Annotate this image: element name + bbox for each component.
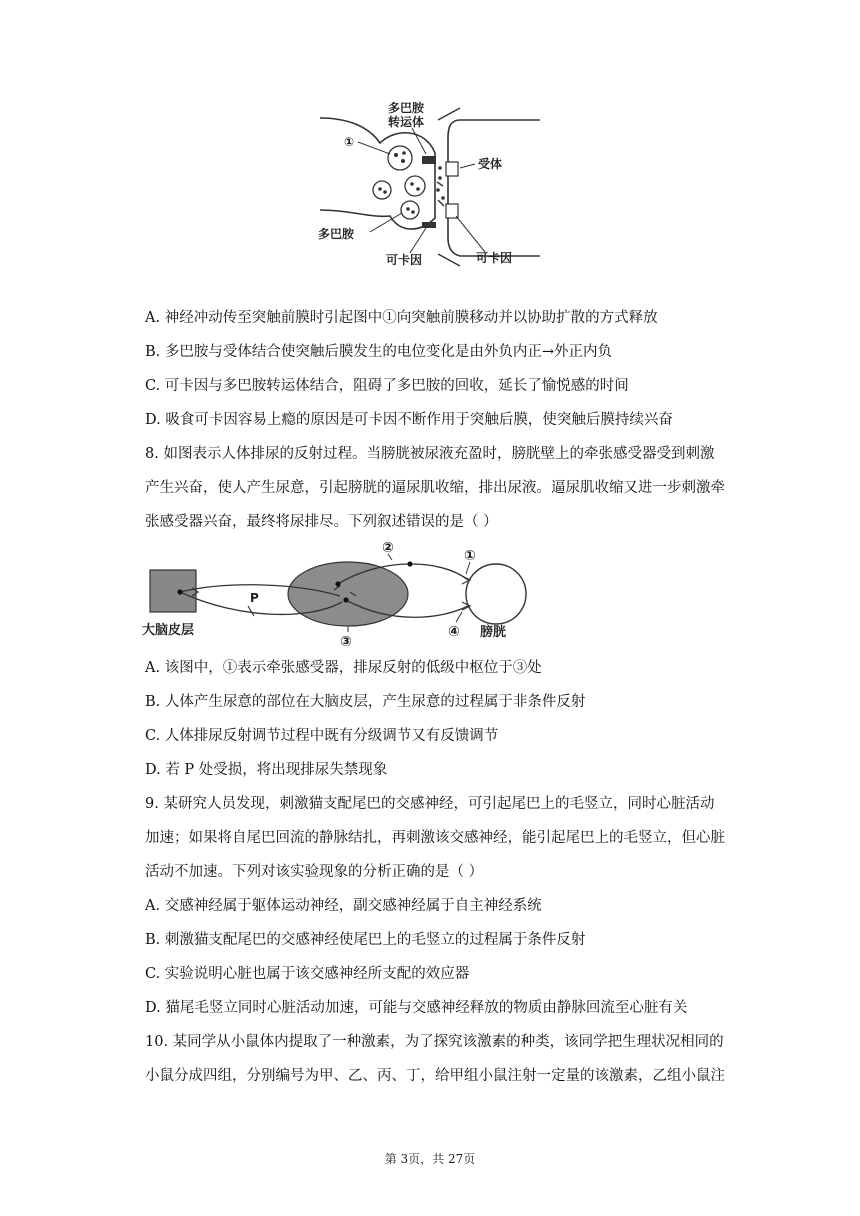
cerebral-cortex-box xyxy=(150,570,196,612)
vesicle xyxy=(388,146,412,170)
q7-option-b: B. 多巴胺与受体结合使突触后膜发生的电位变化是由外负内正→外正内负 xyxy=(145,344,613,360)
q7-option-d: D. 吸食可卡因容易上瘾的原因是可卡因不断作用于突触后膜，使突触后膜持续兴奋 xyxy=(145,412,673,428)
q8-stem-line-1: 8. 如图表示人体排尿的反射过程。当膀胱被尿液充盈时，膀胱壁上的牵张感受器受到刺激 xyxy=(145,446,715,462)
reflex-figure xyxy=(140,540,530,650)
vesicle xyxy=(405,176,425,196)
q8-option-c: C. 人体排尿反射调节过程中既有分级调节又有反馈调节 xyxy=(145,728,499,744)
q9-stem-line-1: 9. 某研究人员发现，刺激猫支配尾巴的交感神经，可引起尾巴上的毛竖立，同时心脏活动 xyxy=(145,796,715,812)
q7-option-a: A. 神经冲动传至突触前膜时引起图中①向突触前膜移动并以协助扩散的方式释放 xyxy=(145,310,658,326)
label-cocaine-right: 可卡因 xyxy=(476,251,513,265)
label-cortex: 大脑皮层 xyxy=(142,623,195,638)
q8-option-d: D. 若 P 处受损，将出现排尿失禁现象 xyxy=(145,762,388,778)
label-1: ① xyxy=(464,548,476,564)
dopamine-transporter xyxy=(422,156,436,164)
vesicle xyxy=(373,181,391,199)
label-cocaine-left: 可卡因 xyxy=(386,253,423,267)
q9-stem-line-2: 加速；如果将自尾巴回流的静脉结扎，再刺激该交感神经，能引起尾巴上的毛竖立，但心脏 xyxy=(145,830,725,846)
q9-option-b: B. 刺激猫支配尾巴的交感神经使尾巴上的毛竖立的过程属于条件反射 xyxy=(145,932,586,948)
q8-option-b: B. 人体产生尿意的部位在大脑皮层，产生尿意的过程属于非条件反射 xyxy=(145,694,586,710)
label-2: ② xyxy=(382,540,394,556)
vesicle xyxy=(401,201,419,219)
q9-option-c: C. 实验说明心脏也属于该交感神经所支配的效应器 xyxy=(145,966,470,982)
label-receptor: 受体 xyxy=(478,157,503,171)
label-circle-1: ① xyxy=(344,135,355,149)
label-3: ③ xyxy=(340,634,352,650)
label-p: P xyxy=(250,591,259,605)
q8-option-a: A. 该图中，①表示牵张感受器，排尿反射的低级中枢位于③处 xyxy=(145,660,542,676)
q8-stem-line-3: 张感受器兴奋，最终将尿排尽。下列叙述错误的是（ ） xyxy=(145,514,498,530)
q9-option-a: A. 交感神经属于躯体运动神经，副交感神经属于自主神经系统 xyxy=(145,898,542,914)
label-bladder: 膀胱 xyxy=(480,625,507,640)
q7-option-c: C. 可卡因与多巴胺转运体结合，阻碍了多巴胺的回收，延长了愉悦感的时间 xyxy=(145,378,629,394)
q10-stem-line-1: 10. 某同学从小鼠体内提取了一种激素，为了探究该激素的种类，该同学把生理状况相同的 xyxy=(145,1034,724,1050)
label-dopamine-transporter-2: 转运体 xyxy=(388,115,425,129)
bladder-circle xyxy=(466,564,526,624)
q9-stem-line-3: 活动不加速。下列对该实验现象的分析正确的是（ ） xyxy=(145,864,484,880)
postsynaptic-membrane xyxy=(448,120,540,256)
q9-option-d: D. 猫尾毛竖立同时心脏活动加速，可能与交感神经释放的物质由静脉回流至心脏有关 xyxy=(145,1000,688,1016)
spinal-cord-ellipse xyxy=(288,562,408,626)
label-4: ④ xyxy=(448,624,460,640)
page-footer: 第 3页，共 27页 xyxy=(384,1152,476,1166)
synapse-figure xyxy=(310,98,550,270)
q8-stem-line-2: 产生兴奋，使人产生尿意，引起膀胱的逼尿肌收缩，排出尿液。逼尿肌收缩又进一步刺激牵 xyxy=(145,480,725,496)
label-dopamine: 多巴胺 xyxy=(318,227,355,241)
receptor-shape xyxy=(446,162,458,176)
q10-stem-line-2: 小鼠分成四组，分别编号为甲、乙、丙、丁，给甲组小鼠注射一定量的该激素，乙组小鼠注 xyxy=(145,1068,725,1084)
label-dopamine-transporter-1: 多巴胺 xyxy=(388,101,425,115)
